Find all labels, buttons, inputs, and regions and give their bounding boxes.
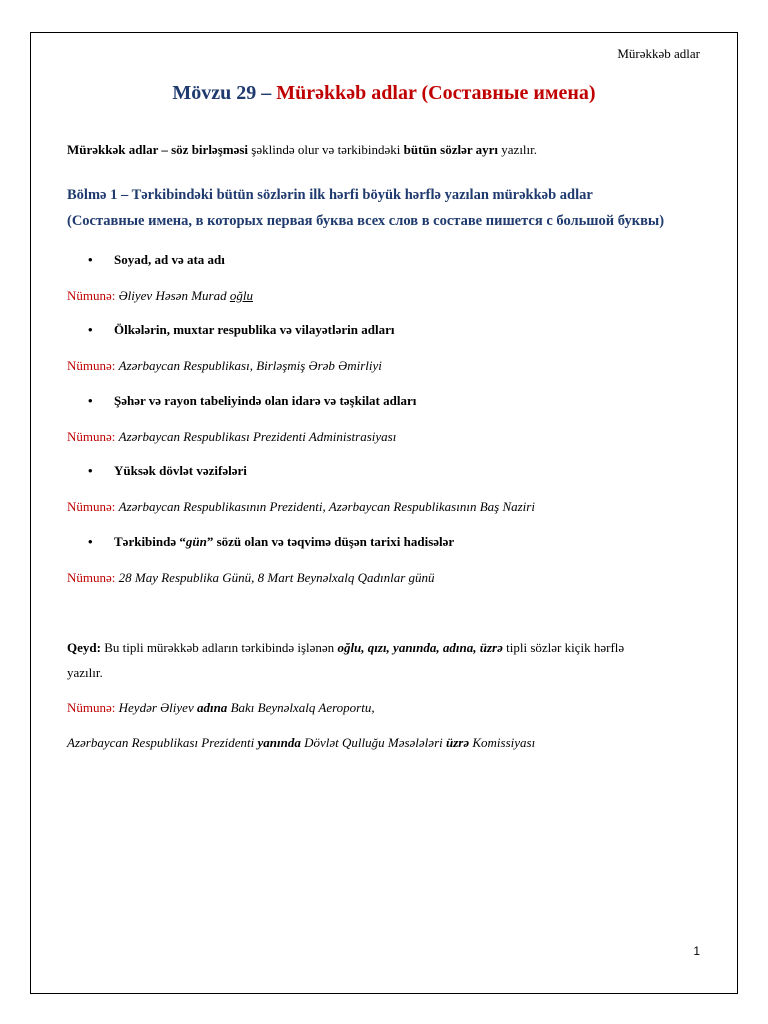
bullet-dot: • [88, 322, 93, 337]
note-example-text: Azərbaycan Respublikası Prezidenti [67, 735, 258, 750]
example-text: Azərbaycan Respublikası Prezidenti Administrasiyası [118, 429, 397, 444]
note-text: Bu tipli mürəkkəb adların tərkibində işlənən [100, 640, 338, 655]
running-header: Mürəkkəb adlar [617, 46, 700, 61]
intro-emphasis: bütün sözlər ayrı [403, 142, 499, 157]
list-item [88, 463, 688, 479]
title-prefix: Mövzu 29 – [172, 82, 277, 104]
note-example-line [67, 699, 707, 717]
example-line [67, 569, 707, 587]
list-item [88, 534, 688, 550]
list-item-text-end: ” sözü olan və təqvimə düşən tarixi hadisələr [206, 534, 455, 549]
example-text: Əliyev Həsən Murad [118, 288, 230, 303]
note-continuation: yazılır. [67, 665, 103, 680]
bullet-dot: • [88, 463, 93, 478]
note-example-emphasis: adına [196, 700, 228, 715]
bullet-dot: • [88, 252, 93, 267]
note-example-text: Komissiyası [469, 735, 536, 750]
example-label: Nümunə: [67, 570, 116, 585]
intro-text: şəklində olur və tərkibindəki [248, 142, 404, 157]
note-example-emphasis: üzrə [446, 735, 470, 750]
list-item-emphasis: gün [185, 534, 207, 549]
section-heading: Bölmə 1 – Tərkibindəki bütün sözlərin ilk hərfi böyük hərflə yazılan mürəkkəb adlar [67, 187, 593, 203]
note-example-text: Heydər Əliyev [118, 700, 197, 715]
intro-term: Mürəkkək adlar – söz birləşməsi [67, 142, 249, 157]
example-line [67, 428, 707, 446]
example-text: Azərbaycan Respublikası, Birləşmiş Ərəb Əmirliyi [118, 358, 382, 373]
list-item [88, 252, 688, 268]
note-example-text: Bakı Beynəlxalq Aeroportu, [227, 700, 375, 715]
intro-end: yazılır. [498, 142, 538, 157]
note-words: oğlu, qızı, yanında, adına, üzrə [337, 640, 503, 655]
note-label: Qeyd: [67, 640, 101, 655]
example-underlined: oğlu [229, 288, 253, 303]
example-text: Azərbaycan Respublikasının Prezidenti, Azərbaycan Respublikasının Baş Naziri [118, 499, 535, 514]
example-text: 28 May Respublika Günü, 8 Mart Beynəlxalq Qadınlar günü [118, 570, 435, 585]
title-main: Mürəkkəb adlar (Составные имена) [276, 82, 596, 104]
bullet-dot: • [88, 534, 93, 549]
list-item [88, 393, 688, 409]
example-label: Nümunə: [67, 288, 116, 303]
note-example-text: Dövlət Qulluğu Məsələləri [300, 735, 446, 750]
example-line [67, 357, 707, 375]
list-item-text: Soyad, ad və ata adı [114, 252, 225, 267]
bullet-dot: • [88, 393, 93, 408]
section-heading-ru: (Составные имена, в которых первая буква всех слов в составе пишется с большой буквы) [67, 213, 665, 229]
page-number: 1 [693, 944, 700, 958]
note-example-line [67, 734, 707, 752]
intro-paragraph [67, 141, 707, 159]
example-label: Nümunə: [67, 358, 116, 373]
example-label: Nümunə: [67, 700, 116, 715]
example-line [67, 287, 707, 305]
example-line [67, 498, 707, 516]
example-label: Nümunə: [67, 499, 116, 514]
note-text-end: tipli sözlər kiçik hərflə [502, 640, 625, 655]
list-item [88, 322, 688, 338]
page-title [0, 82, 768, 105]
list-item-text: Yüksək dövlət vəzifələri [114, 463, 247, 478]
list-item-text: Şəhər və rayon tabeliyində olan idarə və təşkilat adları [114, 393, 417, 408]
list-item-text: Tərkibində “ [114, 534, 186, 549]
note-example-emphasis: yanında [257, 735, 301, 750]
example-label: Nümunə: [67, 429, 116, 444]
note-paragraph [67, 639, 707, 657]
list-item-text: Ölkələrin, muxtar respublika və vilayətlərin adları [114, 322, 395, 337]
